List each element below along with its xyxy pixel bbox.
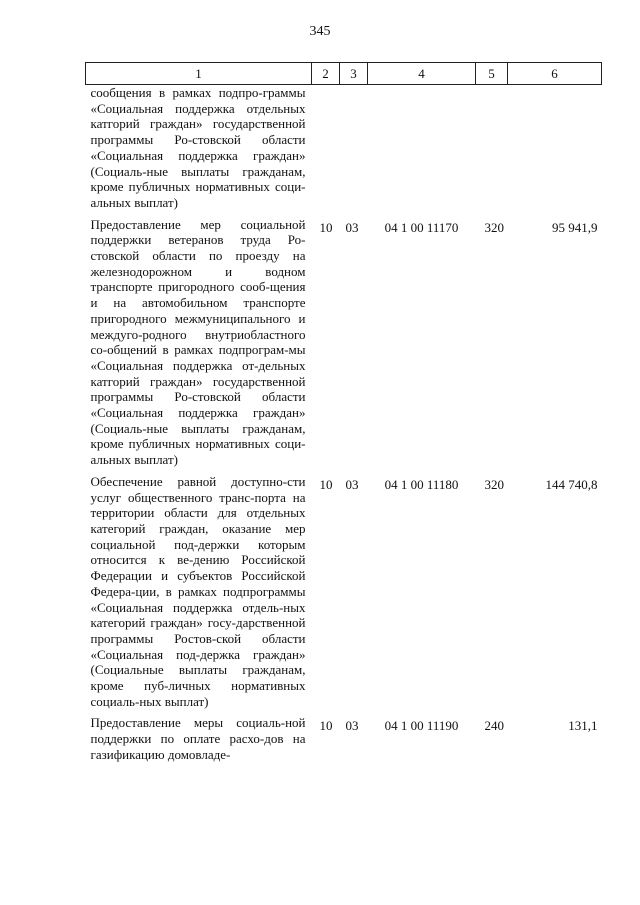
row-description: сообщения в рамках подпро-граммы «Социальная поддержка отдельных катгорий граждан» государственной программы Ро-стовской области «Социальная поддержка граждан» (Социаль-ные выплаты гражданам, кроме публичных нормативных соци-альных выплат): [90, 85, 306, 210]
row-target-code: 04 1 00 11170: [384, 219, 459, 235]
header-col-3: 3: [340, 63, 368, 85]
row-expense-type: 240: [484, 718, 504, 734]
header-col-6: 6: [508, 63, 602, 85]
row-subsection: 03: [345, 718, 359, 734]
header-col-1: 1: [86, 63, 312, 85]
row-expense-type: 320: [484, 476, 504, 492]
row-target-code: 04 1 00 11190: [384, 718, 459, 734]
row-subsection: 03: [345, 476, 359, 492]
table-row: [86, 211, 602, 468]
row-amount: 144 740,8: [545, 476, 598, 492]
budget-table: [85, 62, 602, 763]
row-section: 10: [319, 476, 333, 492]
table-row: [86, 468, 602, 710]
header-col-4: 4: [368, 63, 476, 85]
table-header-row: [86, 63, 602, 85]
row-expense-type: 320: [484, 219, 504, 235]
row-subsection: 03: [345, 219, 359, 235]
row-target-code: [368, 85, 476, 211]
row-description: Обеспечение равной доступно-сти услуг общественного транс-порта на территории области для отдельных категорий граждан, оказание мер социальной под-держки которым относится к ве-дению Российской Федерации и субъектов Российской Федера-ции, в рамках подпрограммы «Социальная поддержка отдель-ных категорий граждан» госу-дарственной программы Ростов-ской области «Социальная под-держка граждан» (Социальные выплаты гражданам, кроме пуб-личных нормативных социаль-ных выплат): [90, 473, 306, 709]
row-description: Предоставление мер социальной поддержки ветеранов труда Ро-стовской области по проезду на железнодорожном и водном транспорте пригородного сооб-щения и на автомобильном транспорте пригородного межмуниципального и междуго-родного внутриобластного со-общений в рамках подпрограм-мы «Социальная поддержка от-дельных катгорий граждан» государственной программы Ро-стовской области «Социальная поддержка граждан» (Социаль-ные выплаты гражданам, кроме публичных нормативных соци-альных выплат): [90, 216, 306, 468]
page-number: 345: [309, 24, 331, 39]
row-description: Предоставление меры социаль-ной поддержки по оплате расхо-дов на газификацию домовладе-: [90, 715, 306, 762]
row-section: 10: [319, 219, 333, 235]
table-row: [86, 85, 602, 211]
header-col-5: 5: [476, 63, 508, 85]
row-amount: 95 941,9: [552, 219, 598, 235]
row-target-code: 04 1 00 11180: [384, 476, 459, 492]
row-subsection: [340, 85, 368, 211]
row-amount: 131,1: [568, 718, 598, 734]
row-amount: [508, 85, 602, 211]
header-col-2: 2: [312, 63, 340, 85]
row-section: [312, 85, 340, 211]
row-section: 10: [319, 718, 333, 734]
row-expense-type: [476, 85, 508, 211]
table-row: [86, 709, 602, 762]
